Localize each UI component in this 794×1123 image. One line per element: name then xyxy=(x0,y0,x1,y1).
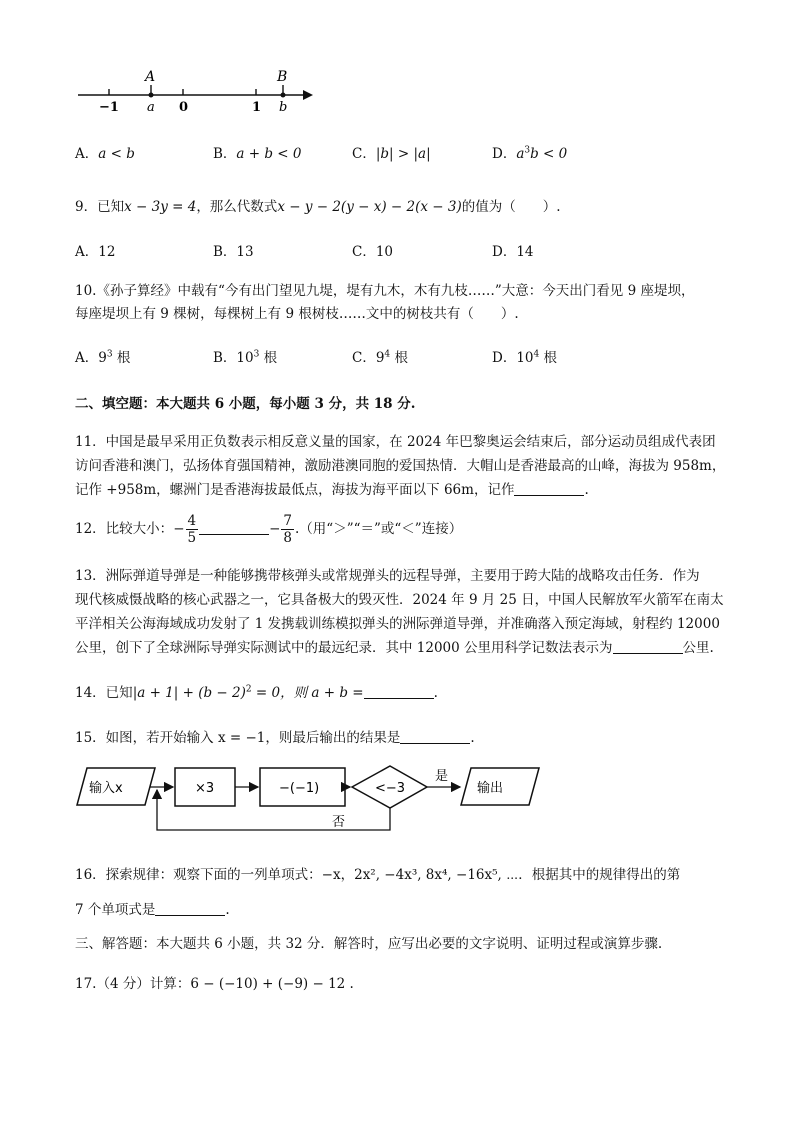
q14-answer-blank xyxy=(364,684,434,699)
q10-option-d: D．$10^4$ 根 xyxy=(492,349,558,366)
label-A: A xyxy=(145,69,156,85)
tick-b: b xyxy=(279,100,288,115)
q15-answer-blank xyxy=(400,729,470,744)
q11-line2: 访问香港和澳门，弘扬体育强国精神，激励港澳同胞的爱国热情．大帽山是香港最高的山峰，海拔为 958m， xyxy=(75,458,726,474)
q12-stem: 12．比较大小：− $\frac{4}{5}$ − $\frac{7}{8}$ .（用“＞”“＝”或“＜”连接） xyxy=(75,513,463,546)
q13-answer-blank xyxy=(613,639,683,654)
q8-option-a: A．a < b xyxy=(75,146,135,162)
q13-line3: 平洋相关公海海域成功发射了 1 发携载训练模拟弹头的洲际弹道导弹，并准确落入预定海域，射程约 12000 xyxy=(75,616,720,632)
q10-line2: 每座堤坝上有 9 棵树，每棵树上有 9 根树枝……文中的树枝共有（ ）. xyxy=(75,306,519,322)
q16-line1: 16．探索规律：观察下面的一列单项式：−x，2x², −4x³, 8x⁴, −16x⁵, ⋯．根据其中的规律得出的第 xyxy=(75,867,681,883)
q17-stem: 17.（4 分）计算：6 − (−10) + (−9) − 12 . xyxy=(75,976,354,992)
q10-option-b: B．$10^3$ 根 xyxy=(213,349,278,366)
number-line-figure xyxy=(75,65,325,115)
q10-option-a: A．$9^3$ 根 xyxy=(75,349,131,366)
q14-stem: 14．已知$|a + 1| + (b - 2)^2 = 0$，则 a + b = . xyxy=(75,684,438,701)
tick-neg1: −1 xyxy=(99,100,119,115)
q11-line1: 11．中国是最早采用正负数表示相反意义量的国家，在 2024 年巴黎奥运会结束后，部分运动员组成代表团 xyxy=(75,434,716,450)
q16-answer-blank xyxy=(155,901,225,916)
q13-line4: 公里，创下了全球洲际导弹实际测试中的最远纪录．其中 12000 公里用科学记数法表示为 公里. xyxy=(75,640,714,656)
flow-yes-label: 是 xyxy=(435,769,449,784)
section-3-title: 三、解答题：本大题共 6 小题，共 32 分．解答时，应写出必要的文字说明、证明过程或演算步骤. xyxy=(75,936,663,952)
q9-option-d: D．14 xyxy=(492,244,534,260)
q9-stem: 9．已知x − 3y = 4，那么代数式x − y − 2(y − x) − 2(x − 3)的值为（ ）. xyxy=(75,199,561,215)
q8-option-b: B．a + b < 0 xyxy=(213,146,302,162)
label-B: B xyxy=(277,69,288,85)
q9-option-c: C．10 xyxy=(352,244,394,260)
flow-input-label: 输入x xyxy=(89,781,123,796)
q9-option-a: A．12 xyxy=(75,244,116,260)
q10-line1: 10.《孙子算经》中载有“今有出门望见九堤，堤有九木，木有九枝……”大意：今天出门看见 9 座堤坝， xyxy=(75,283,695,299)
tick-a: a xyxy=(147,100,155,115)
q11-answer-blank xyxy=(514,481,584,496)
q12-answer-blank xyxy=(199,520,269,535)
q12-fraction-1: $\frac{4}{5}$ xyxy=(187,513,197,546)
q16-line2: 7 个单项式是 . xyxy=(75,902,230,918)
q15-stem: 15．如图，若开始输入 x = −1，则最后输出的结果是 . xyxy=(75,730,475,746)
flow-minus-label: −(−1) xyxy=(279,781,320,796)
q13-line1: 13．洲际弹道导弹是一种能够携带核弹头或常规弹头的远程导弹，主要用于跨大陆的战略攻击任务．作为 xyxy=(75,568,700,584)
flow-condition-label: <−3 xyxy=(375,781,406,796)
flowchart xyxy=(75,760,725,835)
flow-times3-label: ×3 xyxy=(195,781,215,796)
q8-option-c: C．|b| > |a| xyxy=(352,146,431,162)
q9-option-b: B．13 xyxy=(213,244,254,260)
q11-line3: 记作 +958m，螺洲门是香港海拔最低点，海拔为海平面以下 66m，记作 . xyxy=(75,482,589,498)
tick-1: 1 xyxy=(252,100,262,115)
tick-0: 0 xyxy=(179,100,189,115)
q10-option-c: C．$9^4$ 根 xyxy=(352,349,408,366)
flow-no-label: 否 xyxy=(332,815,346,830)
q8-option-d: D．$a^3b < 0$ xyxy=(492,145,568,162)
q13-line2: 现代核威慑战略的核心武器之一，它具备极大的毁灭性．2024 年 9 月 25 日，中国人民解放军火箭军在南太 xyxy=(75,592,724,608)
q12-fraction-2: $\frac{7}{8}$ xyxy=(283,513,292,546)
section-2-title: 二、填空题：本大题共 6 小题，每小题 3 分，共 18 分. xyxy=(75,396,416,412)
flow-output-label: 输出 xyxy=(477,781,504,796)
